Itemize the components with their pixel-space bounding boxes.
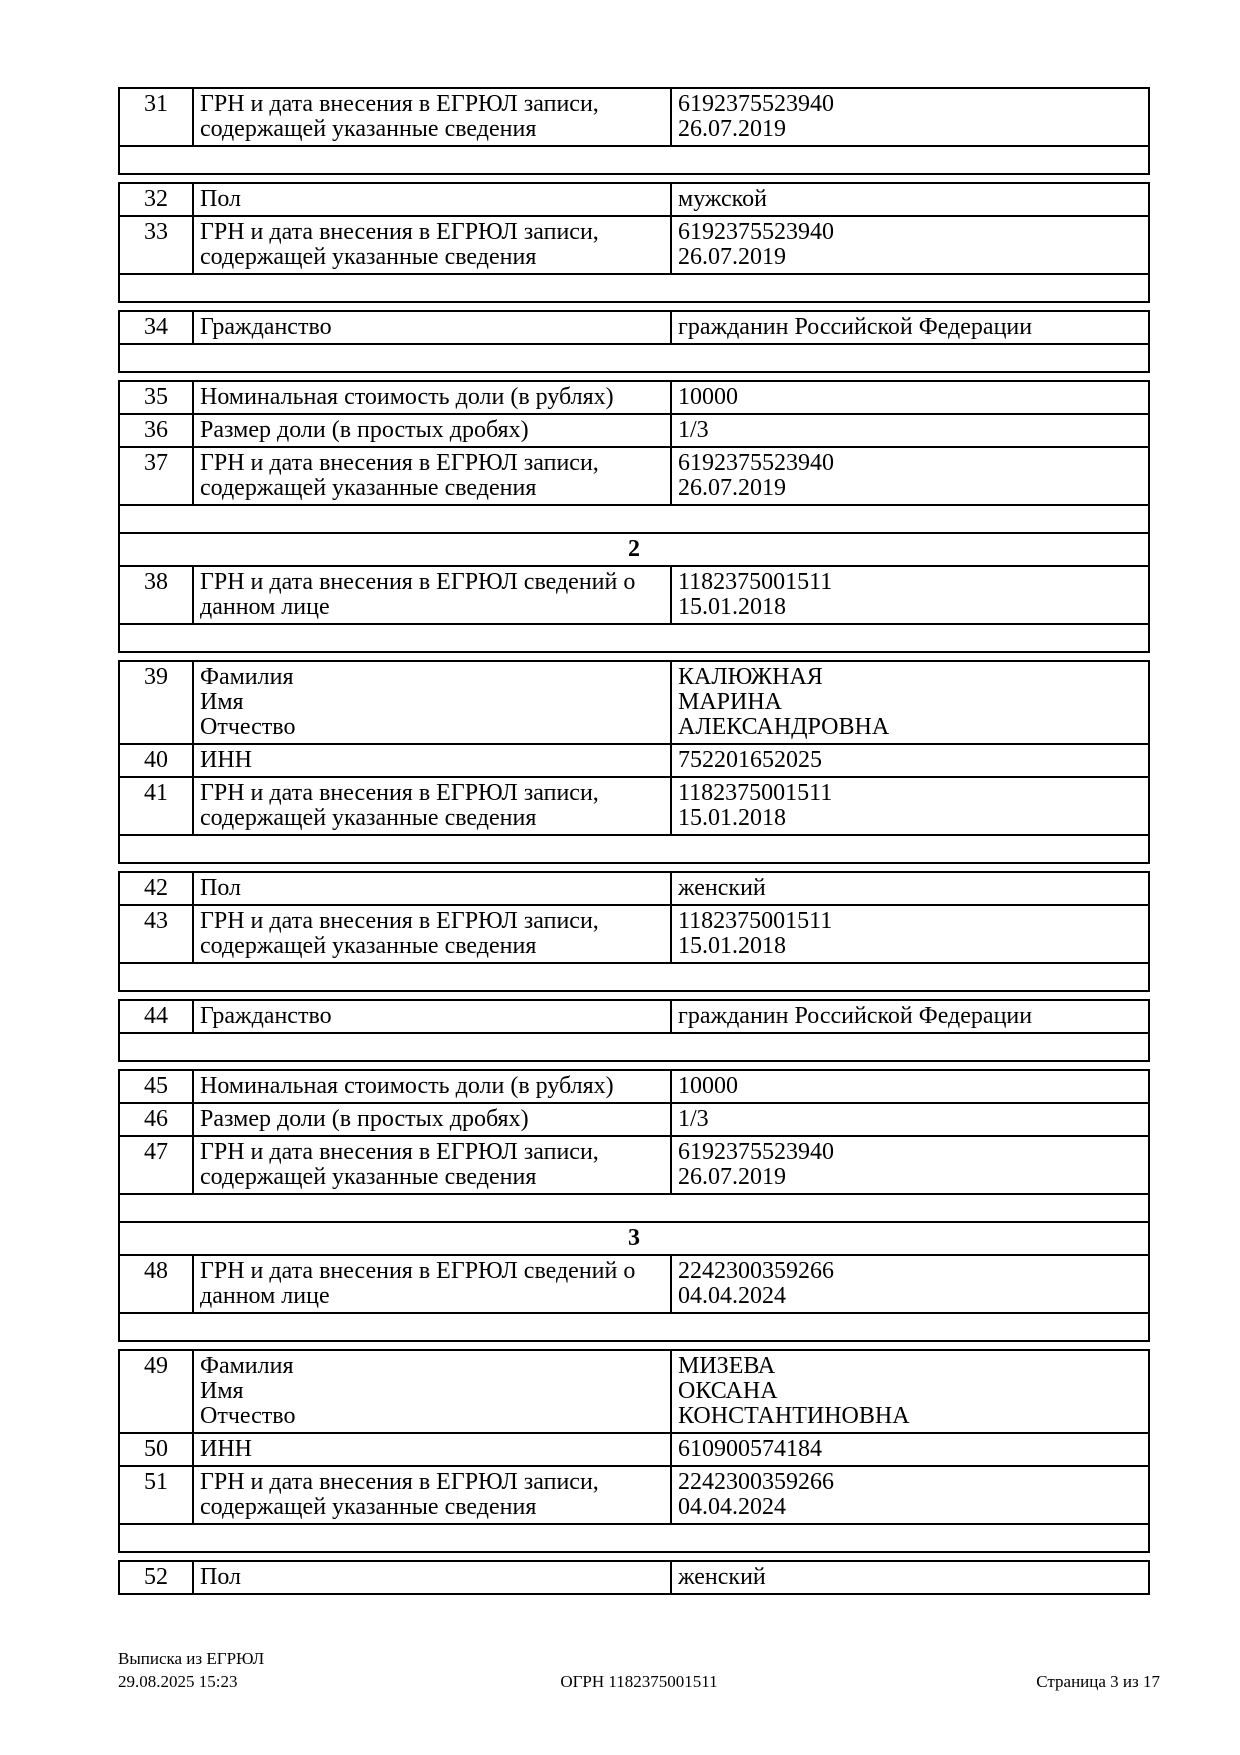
table-block xyxy=(118,1069,1150,1342)
table-row xyxy=(120,1135,1148,1193)
row-number-cell: 33 xyxy=(120,217,194,273)
value-line: 752201652025 xyxy=(678,747,822,773)
row-label-cell xyxy=(194,1434,672,1465)
row-label-cell xyxy=(194,1001,672,1032)
row-number-cell: 46 xyxy=(120,1104,194,1135)
spacer-row xyxy=(120,962,1148,990)
spacer-row xyxy=(120,1312,1148,1340)
value-line: 2242300359266 xyxy=(678,1258,834,1284)
row-value-cell xyxy=(672,906,1148,962)
row-label-cell xyxy=(194,89,672,145)
spacer-row xyxy=(120,1032,1148,1060)
value-line: 10000 xyxy=(678,1073,738,1099)
row-value-cell xyxy=(672,662,1148,743)
row-value-cell xyxy=(672,1071,1148,1102)
value-line: 6192375523940 xyxy=(678,91,834,117)
value-line: 26.07.2019 xyxy=(678,1164,786,1190)
row-label-cell xyxy=(194,448,672,504)
row-value-cell xyxy=(672,1104,1148,1135)
value-line: 1182375001511 xyxy=(678,569,833,595)
label-line: Фамилия xyxy=(200,664,294,690)
footer-left xyxy=(118,1647,462,1693)
value-line: КАЛЮЖНАЯ xyxy=(678,664,823,690)
row-number-cell: 49 xyxy=(120,1351,194,1432)
row-number-cell: 41 xyxy=(120,778,194,834)
row-number-cell: 47 xyxy=(120,1137,194,1193)
label-line: ГРН и дата внесения в ЕГРЮЛ записи, xyxy=(200,1469,599,1495)
row-label-cell xyxy=(194,906,672,962)
table-row xyxy=(120,1351,1148,1432)
value-line: женский xyxy=(678,875,766,901)
table-row xyxy=(120,662,1148,743)
label-line: Отчество xyxy=(200,714,296,740)
table-row xyxy=(120,1562,1148,1593)
table-row xyxy=(120,312,1148,343)
label-line: Номинальная стоимость доли (в рублях) xyxy=(200,1073,614,1099)
row-value-cell xyxy=(672,745,1148,776)
table-row xyxy=(120,215,1148,273)
label-line: Размер доли (в простых дробях) xyxy=(200,1106,529,1132)
row-label-cell xyxy=(194,1351,672,1432)
label-line: Гражданство xyxy=(200,314,332,340)
footer-page-number: Страница 3 из 17 xyxy=(1036,1672,1160,1691)
table-row xyxy=(120,184,1148,215)
table-row xyxy=(120,1432,1148,1465)
page-footer xyxy=(118,1647,1160,1693)
row-number-cell: 42 xyxy=(120,873,194,904)
label-line: содержащей указанные сведения xyxy=(200,805,537,831)
spacer-row xyxy=(120,145,1148,173)
value-line: 1182375001511 xyxy=(678,780,833,806)
table-row xyxy=(120,1102,1148,1135)
value-line: гражданин Российской Федерации xyxy=(678,1003,1033,1029)
row-value-cell xyxy=(672,312,1148,343)
table-row xyxy=(120,904,1148,962)
value-line: 6192375523940 xyxy=(678,1139,834,1165)
label-line: ИНН xyxy=(200,1436,252,1462)
label-line: Пол xyxy=(200,875,241,901)
table-block xyxy=(118,87,1150,175)
egrul-extract-table xyxy=(118,87,1150,1602)
row-value-cell xyxy=(672,382,1148,413)
row-value-cell xyxy=(672,217,1148,273)
row-label-cell xyxy=(194,312,672,343)
label-line: содержащей указанные сведения xyxy=(200,1494,537,1520)
row-value-cell xyxy=(672,1467,1148,1523)
row-value-cell xyxy=(672,778,1148,834)
section-header-row: 3 xyxy=(120,1221,1148,1254)
label-line: ГРН и дата внесения в ЕГРЮЛ записи, xyxy=(200,219,599,245)
table-block xyxy=(118,1349,1150,1553)
row-label-cell xyxy=(194,184,672,215)
row-number-cell: 39 xyxy=(120,662,194,743)
table-row xyxy=(120,446,1148,504)
label-line: Фамилия xyxy=(200,1353,294,1379)
row-number-cell: 44 xyxy=(120,1001,194,1032)
label-line: ГРН и дата внесения в ЕГРЮЛ записи, xyxy=(200,91,599,117)
row-value-cell xyxy=(672,1434,1148,1465)
row-number-cell: 43 xyxy=(120,906,194,962)
value-line: 26.07.2019 xyxy=(678,244,786,270)
value-line: 1182375001511 xyxy=(678,908,833,934)
row-label-cell xyxy=(194,415,672,446)
row-label-cell xyxy=(194,778,672,834)
label-line: Имя xyxy=(200,689,244,715)
label-line: ГРН и дата внесения в ЕГРЮЛ записи, xyxy=(200,1139,599,1165)
label-line: данном лице xyxy=(200,1283,330,1309)
row-label-cell xyxy=(194,745,672,776)
footer-datetime: 29.08.2025 15:23 xyxy=(118,1672,238,1691)
row-number-cell: 45 xyxy=(120,1071,194,1102)
row-value-cell xyxy=(672,448,1148,504)
value-line: 15.01.2018 xyxy=(678,805,786,831)
spacer-row xyxy=(120,1193,1148,1221)
value-line: 15.01.2018 xyxy=(678,933,786,959)
row-label-cell xyxy=(194,662,672,743)
table-block xyxy=(118,871,1150,992)
row-number-cell: 38 xyxy=(120,567,194,623)
row-value-cell xyxy=(672,1562,1148,1593)
row-label-cell xyxy=(194,1137,672,1193)
row-value-cell xyxy=(672,1256,1148,1312)
row-label-cell xyxy=(194,1562,672,1593)
label-line: ГРН и дата внесения в ЕГРЮЛ записи, xyxy=(200,908,599,934)
label-line: ГРН и дата внесения в ЕГРЮЛ записи, xyxy=(200,450,599,476)
row-number-cell: 50 xyxy=(120,1434,194,1465)
spacer-row xyxy=(120,834,1148,862)
value-line: МАРИНА xyxy=(678,689,783,715)
row-number-cell: 31 xyxy=(120,89,194,145)
spacer-row xyxy=(120,504,1148,532)
value-line: 1/3 xyxy=(678,417,709,443)
row-label-cell xyxy=(194,217,672,273)
row-value-cell xyxy=(672,89,1148,145)
row-number-cell: 32 xyxy=(120,184,194,215)
value-line: АЛЕКСАНДРОВНА xyxy=(678,714,890,740)
value-line: 10000 xyxy=(678,384,738,410)
value-line: гражданин Российской Федерации xyxy=(678,314,1033,340)
label-line: Отчество xyxy=(200,1403,296,1429)
table-block xyxy=(118,310,1150,373)
row-value-cell xyxy=(672,873,1148,904)
label-line: Размер доли (в простых дробях) xyxy=(200,417,529,443)
spacer-row xyxy=(120,623,1148,651)
table-row xyxy=(120,873,1148,904)
row-number-cell: 48 xyxy=(120,1256,194,1312)
label-line: Номинальная стоимость доли (в рублях) xyxy=(200,384,614,410)
row-value-cell xyxy=(672,184,1148,215)
row-value-cell xyxy=(672,1001,1148,1032)
label-line: содержащей указанные сведения xyxy=(200,475,537,501)
spacer-row xyxy=(120,1523,1148,1551)
value-line: 04.04.2024 xyxy=(678,1283,786,1309)
value-line: ОКСАНА xyxy=(678,1378,778,1404)
table-row xyxy=(120,413,1148,446)
label-line: Пол xyxy=(200,1564,241,1590)
value-line: женский xyxy=(678,1564,766,1590)
label-line: содержащей указанные сведения xyxy=(200,933,537,959)
value-line: 26.07.2019 xyxy=(678,116,786,142)
label-line: данном лице xyxy=(200,594,330,620)
value-line: 2242300359266 xyxy=(678,1469,834,1495)
row-value-cell xyxy=(672,415,1148,446)
row-label-cell xyxy=(194,873,672,904)
value-line: КОНСТАНТИНОВНА xyxy=(678,1403,910,1429)
label-line: Гражданство xyxy=(200,1003,332,1029)
row-number-cell: 40 xyxy=(120,745,194,776)
label-line: ГРН и дата внесения в ЕГРЮЛ сведений о xyxy=(200,1258,636,1284)
row-label-cell xyxy=(194,1256,672,1312)
table-row xyxy=(120,776,1148,834)
row-value-cell xyxy=(672,567,1148,623)
row-number-cell: 36 xyxy=(120,415,194,446)
row-number-cell: 34 xyxy=(120,312,194,343)
row-label-cell xyxy=(194,382,672,413)
footer-ogrn: ОГРН 1182375001511 xyxy=(560,1672,718,1691)
row-number-cell: 37 xyxy=(120,448,194,504)
table-block xyxy=(118,999,1150,1062)
row-value-cell xyxy=(672,1351,1148,1432)
label-line: ГРН и дата внесения в ЕГРЮЛ сведений о xyxy=(200,569,636,595)
row-label-cell xyxy=(194,1467,672,1523)
section-header-row: 2 xyxy=(120,532,1148,565)
row-number-cell: 51 xyxy=(120,1467,194,1523)
value-line: 1/3 xyxy=(678,1106,709,1132)
value-line: 610900574184 xyxy=(678,1436,822,1462)
label-line: ИНН xyxy=(200,747,252,773)
value-line: МИЗЕВА xyxy=(678,1353,776,1379)
row-value-cell xyxy=(672,1137,1148,1193)
table-row xyxy=(120,89,1148,145)
row-label-cell xyxy=(194,1071,672,1102)
footer-doc-title: Выписка из ЕГРЮЛ xyxy=(118,1649,265,1668)
table-row xyxy=(120,565,1148,623)
value-line: мужской xyxy=(678,186,767,212)
label-line: Имя xyxy=(200,1378,244,1404)
spacer-row xyxy=(120,343,1148,371)
table-block xyxy=(118,1560,1150,1595)
value-line: 26.07.2019 xyxy=(678,475,786,501)
value-line: 6192375523940 xyxy=(678,219,834,245)
row-number-cell: 35 xyxy=(120,382,194,413)
label-line: ГРН и дата внесения в ЕГРЮЛ записи, xyxy=(200,780,599,806)
table-row xyxy=(120,743,1148,776)
table-row xyxy=(120,382,1148,413)
row-label-cell xyxy=(194,567,672,623)
value-line: 6192375523940 xyxy=(678,450,834,476)
spacer-row xyxy=(120,273,1148,301)
table-block xyxy=(118,660,1150,864)
label-line: содержащей указанные сведения xyxy=(200,1164,537,1190)
table-row xyxy=(120,1001,1148,1032)
label-line: Пол xyxy=(200,186,241,212)
label-line: содержащей указанные сведения xyxy=(200,116,537,142)
table-block xyxy=(118,380,1150,653)
table-row xyxy=(120,1071,1148,1102)
value-line: 04.04.2024 xyxy=(678,1494,786,1520)
row-number-cell: 52 xyxy=(120,1562,194,1593)
value-line: 15.01.2018 xyxy=(678,594,786,620)
table-block xyxy=(118,182,1150,303)
row-label-cell xyxy=(194,1104,672,1135)
table-row xyxy=(120,1254,1148,1312)
label-line: содержащей указанные сведения xyxy=(200,244,537,270)
table-row xyxy=(120,1465,1148,1523)
